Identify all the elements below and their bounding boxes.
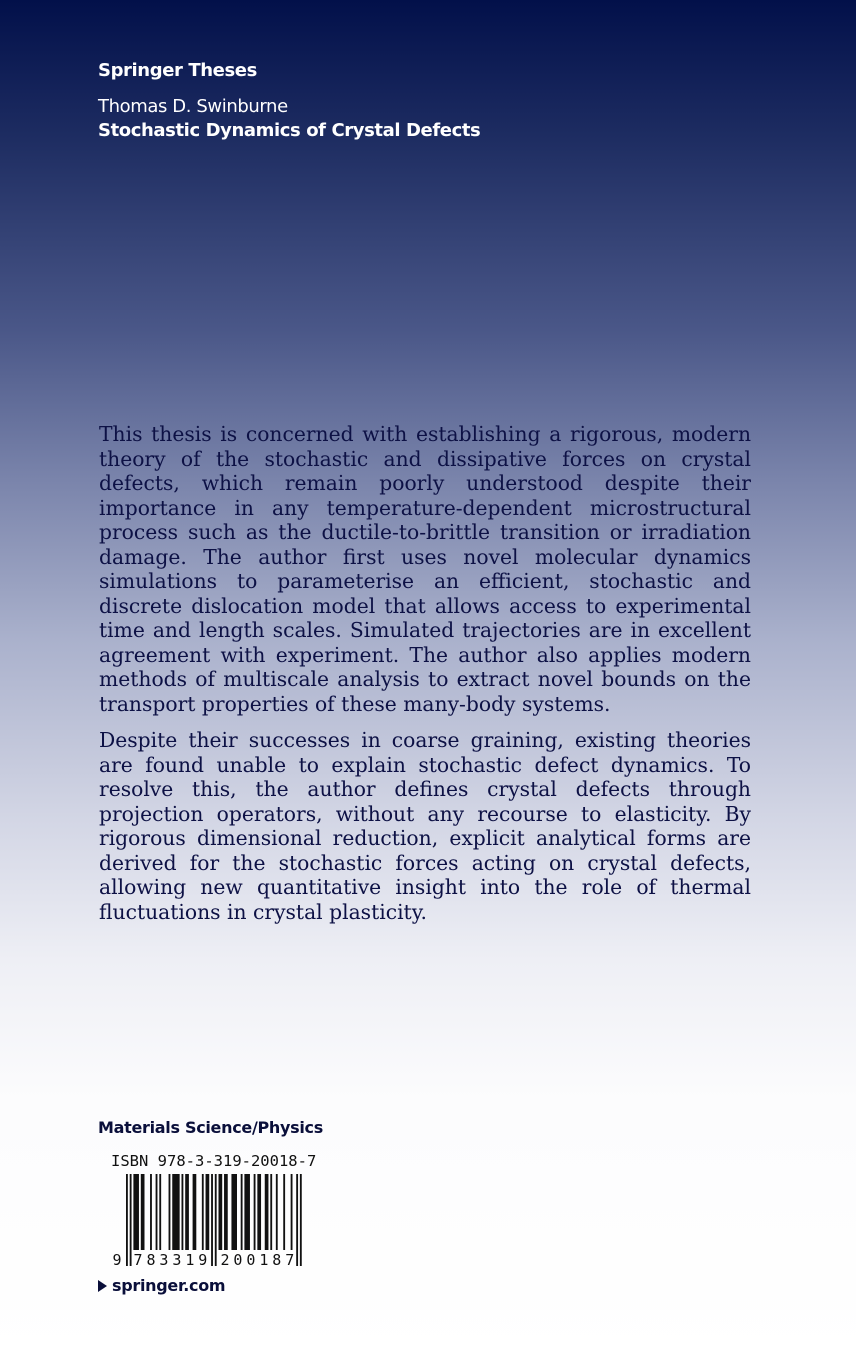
barcode-bar [224,1174,228,1250]
barcode-bar [270,1174,272,1250]
barcode-bar [169,1174,171,1250]
barcode-bar [244,1174,250,1250]
barcode-bar [265,1174,269,1250]
barcode-bar [133,1174,139,1250]
barcode-bar [202,1174,204,1250]
barcode-digit: 0 [233,1251,243,1268]
barcode-bar [172,1174,179,1250]
barcode-bar [126,1174,128,1266]
barcode-digit: 3 [172,1251,182,1268]
isbn-label: ISBN 978-3-319-20018-7 [111,1152,317,1170]
barcode-bar [159,1174,161,1250]
barcode-bar [206,1174,210,1250]
barcode-bar [211,1174,213,1266]
barcode-digits [112,1251,294,1268]
barcode-digit: 1 [185,1251,195,1268]
barcode-digit: 0 [246,1251,256,1268]
series-name: Springer Theses [98,60,257,81]
blurb-paragraph-2: Despite their successes in coarse graining, existing theories are found unable to explain stochastic defect dynamics. To resolve this, the author defines crystal defects through projection operators, without any recourse to elasticity. By rigorous dimensional reduction, explicit analytical forms are derived for the stochastic forces acting on crystal defects, allowing new quantitative insight into the role of thermal fluctuations in crystal plasticity. [99,728,751,924]
barcode-digit: 2 [220,1251,230,1268]
barcode-bar [219,1174,223,1250]
barcode-bar [215,1174,217,1266]
barcode-digit: 8 [146,1251,156,1268]
barcode-bar [254,1174,256,1250]
barcode-digit: 7 [133,1251,143,1268]
barcode-bar [182,1174,184,1250]
barcode-digit: 9 [198,1251,208,1268]
blurb-paragraph-1: This thesis is concerned with establishing a rigorous, modern theory of the stochastic and dissipative forces on crystal defects, which remain poorly understood despite their importance in any temperature-dependent microstructural process such as the ductile-to-brittle transition or irradiation damage. The author first uses novel molecular dynamics simulations to parameterise an efficient, stochastic and discrete dislocation model that allows access to experimental time and length scales. Simulated trajectories are in excellent agreement with experiment. The author also applies modern methods of multiscale analysis to extract novel bounds on the transport properties of these many-body systems. [99,422,751,716]
barcode-digit: 3 [159,1251,169,1268]
barcode-bar [193,1174,197,1250]
barcode-bar [291,1174,293,1250]
barcode-bar [130,1174,132,1266]
barcode-bar [300,1174,302,1266]
blurb [99,422,751,936]
barcode-bar [276,1174,278,1250]
barcode-digit: 9 [112,1251,122,1268]
barcode-bar [156,1174,158,1250]
barcode-bar [257,1174,261,1250]
barcode-bar [283,1174,285,1250]
arrow-right-icon [98,1280,107,1292]
website-text: springer.com [112,1276,226,1295]
barcode-digit: 7 [285,1251,295,1268]
barcode-bar [185,1174,189,1250]
subject-category: Materials Science/Physics [98,1118,323,1137]
barcode-digit: 8 [272,1251,282,1268]
barcode [108,1172,310,1268]
barcode-digit: 1 [259,1251,269,1268]
author-name: Thomas D. Swinburne [98,96,288,117]
barcode-bar [231,1174,237,1250]
barcode-bar [141,1174,145,1250]
barcode-bar [241,1174,243,1250]
book-title: Stochastic Dynamics of Crystal Defects [98,120,481,141]
website-link[interactable] [98,1276,225,1295]
barcode-bar [150,1174,152,1250]
barcode-bar [296,1174,298,1266]
